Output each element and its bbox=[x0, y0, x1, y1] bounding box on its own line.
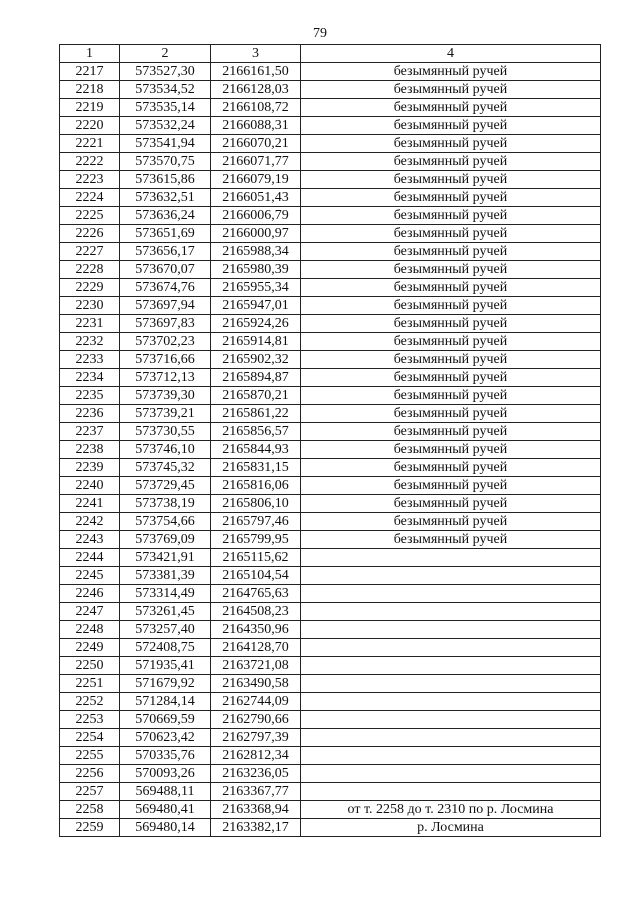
table-row bbox=[60, 495, 601, 513]
x-coordinate-cell: 573738,19 bbox=[120, 495, 211, 513]
table-row bbox=[60, 99, 601, 117]
table-row bbox=[60, 765, 601, 783]
table-row bbox=[60, 801, 601, 819]
point-number-cell: 2225 bbox=[60, 207, 120, 225]
description-cell: безымянный ручей bbox=[301, 135, 601, 153]
page-number: 79 bbox=[313, 26, 327, 41]
x-coordinate-cell: 573381,39 bbox=[120, 567, 211, 585]
description-cell: безымянный ручей bbox=[301, 225, 601, 243]
table-row bbox=[60, 369, 601, 387]
y-coordinate-cell: 2166108,72 bbox=[211, 99, 301, 117]
description-cell: безымянный ручей bbox=[301, 261, 601, 279]
x-coordinate-cell: 573656,17 bbox=[120, 243, 211, 261]
description-cell: безымянный ручей bbox=[301, 459, 601, 477]
table-row bbox=[60, 567, 601, 585]
description-cell: безымянный ручей bbox=[301, 351, 601, 369]
description-cell: безымянный ручей bbox=[301, 99, 601, 117]
description-cell bbox=[301, 549, 601, 567]
y-coordinate-cell: 2166079,19 bbox=[211, 171, 301, 189]
x-coordinate-cell: 573702,23 bbox=[120, 333, 211, 351]
y-coordinate-cell: 2165947,01 bbox=[211, 297, 301, 315]
y-coordinate-cell: 2163382,17 bbox=[211, 819, 301, 837]
x-coordinate-cell: 573535,14 bbox=[120, 99, 211, 117]
table-row bbox=[60, 549, 601, 567]
x-coordinate-cell: 573674,76 bbox=[120, 279, 211, 297]
point-number-cell: 2236 bbox=[60, 405, 120, 423]
x-coordinate-cell: 570623,42 bbox=[120, 729, 211, 747]
table-row bbox=[60, 387, 601, 405]
point-number-cell: 2230 bbox=[60, 297, 120, 315]
y-coordinate-cell: 2165914,81 bbox=[211, 333, 301, 351]
table-row bbox=[60, 297, 601, 315]
y-coordinate-cell: 2163721,08 bbox=[211, 657, 301, 675]
x-coordinate-cell: 573615,86 bbox=[120, 171, 211, 189]
point-number-cell: 2242 bbox=[60, 513, 120, 531]
table-row bbox=[60, 279, 601, 297]
point-number-cell: 2257 bbox=[60, 783, 120, 801]
description-cell: безымянный ручей bbox=[301, 513, 601, 531]
table-body bbox=[60, 63, 601, 837]
x-coordinate-cell: 573534,52 bbox=[120, 81, 211, 99]
point-number-cell: 2228 bbox=[60, 261, 120, 279]
x-coordinate-cell: 569480,41 bbox=[120, 801, 211, 819]
table-row bbox=[60, 153, 601, 171]
table-row bbox=[60, 243, 601, 261]
point-number-cell: 2235 bbox=[60, 387, 120, 405]
description-cell: безымянный ручей bbox=[301, 333, 601, 351]
point-number-cell: 2238 bbox=[60, 441, 120, 459]
y-coordinate-cell: 2165799,95 bbox=[211, 531, 301, 549]
x-coordinate-cell: 573739,30 bbox=[120, 387, 211, 405]
x-coordinate-cell: 573257,40 bbox=[120, 621, 211, 639]
header-row bbox=[60, 45, 601, 63]
description-cell: безымянный ручей bbox=[301, 279, 601, 297]
table-row bbox=[60, 189, 601, 207]
x-coordinate-cell: 570093,26 bbox=[120, 765, 211, 783]
y-coordinate-cell: 2165980,39 bbox=[211, 261, 301, 279]
coordinates-table bbox=[59, 44, 601, 837]
y-coordinate-cell: 2165816,06 bbox=[211, 477, 301, 495]
y-coordinate-cell: 2166071,77 bbox=[211, 153, 301, 171]
description-cell bbox=[301, 621, 601, 639]
description-cell bbox=[301, 675, 601, 693]
point-number-cell: 2232 bbox=[60, 333, 120, 351]
description-cell bbox=[301, 657, 601, 675]
y-coordinate-cell: 2165955,34 bbox=[211, 279, 301, 297]
description-cell bbox=[301, 639, 601, 657]
point-number-cell: 2217 bbox=[60, 63, 120, 81]
description-cell: безымянный ручей bbox=[301, 423, 601, 441]
x-coordinate-cell: 573541,94 bbox=[120, 135, 211, 153]
point-number-cell: 2233 bbox=[60, 351, 120, 369]
table-row bbox=[60, 477, 601, 495]
point-number-cell: 2222 bbox=[60, 153, 120, 171]
table-row bbox=[60, 351, 601, 369]
point-number-cell: 2256 bbox=[60, 765, 120, 783]
x-coordinate-cell: 573745,32 bbox=[120, 459, 211, 477]
y-coordinate-cell: 2163490,58 bbox=[211, 675, 301, 693]
x-coordinate-cell: 573570,75 bbox=[120, 153, 211, 171]
table-row bbox=[60, 225, 601, 243]
point-number-cell: 2254 bbox=[60, 729, 120, 747]
y-coordinate-cell: 2166051,43 bbox=[211, 189, 301, 207]
x-coordinate-cell: 572408,75 bbox=[120, 639, 211, 657]
point-number-cell: 2251 bbox=[60, 675, 120, 693]
point-number-cell: 2241 bbox=[60, 495, 120, 513]
table-row bbox=[60, 711, 601, 729]
description-cell: безымянный ручей bbox=[301, 243, 601, 261]
point-number-cell: 2224 bbox=[60, 189, 120, 207]
point-number-cell: 2218 bbox=[60, 81, 120, 99]
description-cell bbox=[301, 567, 601, 585]
description-cell: безымянный ручей bbox=[301, 81, 601, 99]
description-cell: безымянный ручей bbox=[301, 315, 601, 333]
table-row bbox=[60, 675, 601, 693]
point-number-cell: 2220 bbox=[60, 117, 120, 135]
x-coordinate-cell: 569480,14 bbox=[120, 819, 211, 837]
y-coordinate-cell: 2165988,34 bbox=[211, 243, 301, 261]
point-number-cell: 2227 bbox=[60, 243, 120, 261]
table-row bbox=[60, 117, 601, 135]
y-coordinate-cell: 2165104,54 bbox=[211, 567, 301, 585]
x-coordinate-cell: 571679,92 bbox=[120, 675, 211, 693]
x-coordinate-cell: 573421,91 bbox=[120, 549, 211, 567]
table-row bbox=[60, 63, 601, 81]
x-coordinate-cell: 573670,07 bbox=[120, 261, 211, 279]
description-cell: безымянный ручей bbox=[301, 531, 601, 549]
x-coordinate-cell: 573730,55 bbox=[120, 423, 211, 441]
table-row bbox=[60, 333, 601, 351]
point-number-cell: 2219 bbox=[60, 99, 120, 117]
description-cell: безымянный ручей bbox=[301, 369, 601, 387]
x-coordinate-cell: 569488,11 bbox=[120, 783, 211, 801]
table-row bbox=[60, 657, 601, 675]
description-cell: безымянный ручей bbox=[301, 207, 601, 225]
point-number-cell: 2244 bbox=[60, 549, 120, 567]
table-row bbox=[60, 81, 601, 99]
table-row bbox=[60, 603, 601, 621]
y-coordinate-cell: 2165844,93 bbox=[211, 441, 301, 459]
y-coordinate-cell: 2166000,97 bbox=[211, 225, 301, 243]
y-coordinate-cell: 2166128,03 bbox=[211, 81, 301, 99]
table-row bbox=[60, 315, 601, 333]
table-row bbox=[60, 783, 601, 801]
description-cell: безымянный ручей bbox=[301, 441, 601, 459]
table-header bbox=[60, 45, 601, 63]
table-row bbox=[60, 819, 601, 837]
y-coordinate-cell: 2166088,31 bbox=[211, 117, 301, 135]
header-col-3: 3 bbox=[211, 45, 301, 63]
y-coordinate-cell: 2165861,22 bbox=[211, 405, 301, 423]
description-cell: безымянный ручей bbox=[301, 387, 601, 405]
x-coordinate-cell: 573532,24 bbox=[120, 117, 211, 135]
x-coordinate-cell: 573746,10 bbox=[120, 441, 211, 459]
table-row bbox=[60, 621, 601, 639]
point-number-cell: 2231 bbox=[60, 315, 120, 333]
y-coordinate-cell: 2162744,09 bbox=[211, 693, 301, 711]
y-coordinate-cell: 2166161,50 bbox=[211, 63, 301, 81]
x-coordinate-cell: 573769,09 bbox=[120, 531, 211, 549]
x-coordinate-cell: 573632,51 bbox=[120, 189, 211, 207]
point-number-cell: 2255 bbox=[60, 747, 120, 765]
point-number-cell: 2221 bbox=[60, 135, 120, 153]
y-coordinate-cell: 2165902,32 bbox=[211, 351, 301, 369]
description-cell: безымянный ручей bbox=[301, 63, 601, 81]
y-coordinate-cell: 2165115,62 bbox=[211, 549, 301, 567]
y-coordinate-cell: 2162797,39 bbox=[211, 729, 301, 747]
table-row bbox=[60, 441, 601, 459]
point-number-cell: 2249 bbox=[60, 639, 120, 657]
point-number-cell: 2245 bbox=[60, 567, 120, 585]
description-cell: безымянный ручей bbox=[301, 495, 601, 513]
x-coordinate-cell: 573754,66 bbox=[120, 513, 211, 531]
description-cell bbox=[301, 783, 601, 801]
table-row bbox=[60, 405, 601, 423]
y-coordinate-cell: 2166006,79 bbox=[211, 207, 301, 225]
table-row bbox=[60, 261, 601, 279]
x-coordinate-cell: 573314,49 bbox=[120, 585, 211, 603]
table-row bbox=[60, 207, 601, 225]
table-row bbox=[60, 423, 601, 441]
header-col-4: 4 bbox=[301, 45, 601, 63]
x-coordinate-cell: 573527,30 bbox=[120, 63, 211, 81]
table-row bbox=[60, 459, 601, 477]
y-coordinate-cell: 2162812,34 bbox=[211, 747, 301, 765]
y-coordinate-cell: 2165856,57 bbox=[211, 423, 301, 441]
point-number-cell: 2237 bbox=[60, 423, 120, 441]
description-cell bbox=[301, 603, 601, 621]
header-col-2: 2 bbox=[120, 45, 211, 63]
x-coordinate-cell: 570335,76 bbox=[120, 747, 211, 765]
header-col-1: 1 bbox=[60, 45, 120, 63]
table-row bbox=[60, 585, 601, 603]
y-coordinate-cell: 2165870,21 bbox=[211, 387, 301, 405]
point-number-cell: 2250 bbox=[60, 657, 120, 675]
description-cell: безымянный ручей bbox=[301, 297, 601, 315]
y-coordinate-cell: 2166070,21 bbox=[211, 135, 301, 153]
point-number-cell: 2226 bbox=[60, 225, 120, 243]
point-number-cell: 2240 bbox=[60, 477, 120, 495]
description-cell bbox=[301, 729, 601, 747]
point-number-cell: 2243 bbox=[60, 531, 120, 549]
description-cell bbox=[301, 711, 601, 729]
table-row bbox=[60, 135, 601, 153]
description-cell: от т. 2258 до т. 2310 по р. Лосмина bbox=[301, 801, 601, 819]
description-cell: безымянный ручей bbox=[301, 405, 601, 423]
point-number-cell: 2248 bbox=[60, 621, 120, 639]
x-coordinate-cell: 573651,69 bbox=[120, 225, 211, 243]
x-coordinate-cell: 571284,14 bbox=[120, 693, 211, 711]
point-number-cell: 2234 bbox=[60, 369, 120, 387]
x-coordinate-cell: 571935,41 bbox=[120, 657, 211, 675]
x-coordinate-cell: 573636,24 bbox=[120, 207, 211, 225]
point-number-cell: 2246 bbox=[60, 585, 120, 603]
y-coordinate-cell: 2165806,10 bbox=[211, 495, 301, 513]
y-coordinate-cell: 2164128,70 bbox=[211, 639, 301, 657]
table-row bbox=[60, 171, 601, 189]
description-cell bbox=[301, 747, 601, 765]
y-coordinate-cell: 2164765,63 bbox=[211, 585, 301, 603]
table-row bbox=[60, 747, 601, 765]
point-number-cell: 2223 bbox=[60, 171, 120, 189]
y-coordinate-cell: 2164508,23 bbox=[211, 603, 301, 621]
y-coordinate-cell: 2163236,05 bbox=[211, 765, 301, 783]
description-cell bbox=[301, 585, 601, 603]
y-coordinate-cell: 2163367,77 bbox=[211, 783, 301, 801]
description-cell: безымянный ручей bbox=[301, 189, 601, 207]
description-cell: безымянный ручей bbox=[301, 153, 601, 171]
point-number-cell: 2252 bbox=[60, 693, 120, 711]
x-coordinate-cell: 573739,21 bbox=[120, 405, 211, 423]
point-number-cell: 2258 bbox=[60, 801, 120, 819]
description-cell: безымянный ручей bbox=[301, 117, 601, 135]
table-row bbox=[60, 639, 601, 657]
x-coordinate-cell: 573712,13 bbox=[120, 369, 211, 387]
point-number-cell: 2253 bbox=[60, 711, 120, 729]
description-cell bbox=[301, 765, 601, 783]
point-number-cell: 2229 bbox=[60, 279, 120, 297]
y-coordinate-cell: 2165831,15 bbox=[211, 459, 301, 477]
description-cell bbox=[301, 693, 601, 711]
point-number-cell: 2247 bbox=[60, 603, 120, 621]
table-row bbox=[60, 531, 601, 549]
x-coordinate-cell: 573261,45 bbox=[120, 603, 211, 621]
x-coordinate-cell: 573697,94 bbox=[120, 297, 211, 315]
y-coordinate-cell: 2165924,26 bbox=[211, 315, 301, 333]
description-cell: безымянный ручей bbox=[301, 477, 601, 495]
x-coordinate-cell: 573697,83 bbox=[120, 315, 211, 333]
y-coordinate-cell: 2163368,94 bbox=[211, 801, 301, 819]
table-row bbox=[60, 513, 601, 531]
x-coordinate-cell: 573729,45 bbox=[120, 477, 211, 495]
y-coordinate-cell: 2165894,87 bbox=[211, 369, 301, 387]
point-number-cell: 2239 bbox=[60, 459, 120, 477]
y-coordinate-cell: 2165797,46 bbox=[211, 513, 301, 531]
x-coordinate-cell: 573716,66 bbox=[120, 351, 211, 369]
table-row bbox=[60, 693, 601, 711]
description-cell: безымянный ручей bbox=[301, 171, 601, 189]
table-row bbox=[60, 729, 601, 747]
description-cell: р. Лосмина bbox=[301, 819, 601, 837]
y-coordinate-cell: 2162790,66 bbox=[211, 711, 301, 729]
y-coordinate-cell: 2164350,96 bbox=[211, 621, 301, 639]
point-number-cell: 2259 bbox=[60, 819, 120, 837]
x-coordinate-cell: 570669,59 bbox=[120, 711, 211, 729]
